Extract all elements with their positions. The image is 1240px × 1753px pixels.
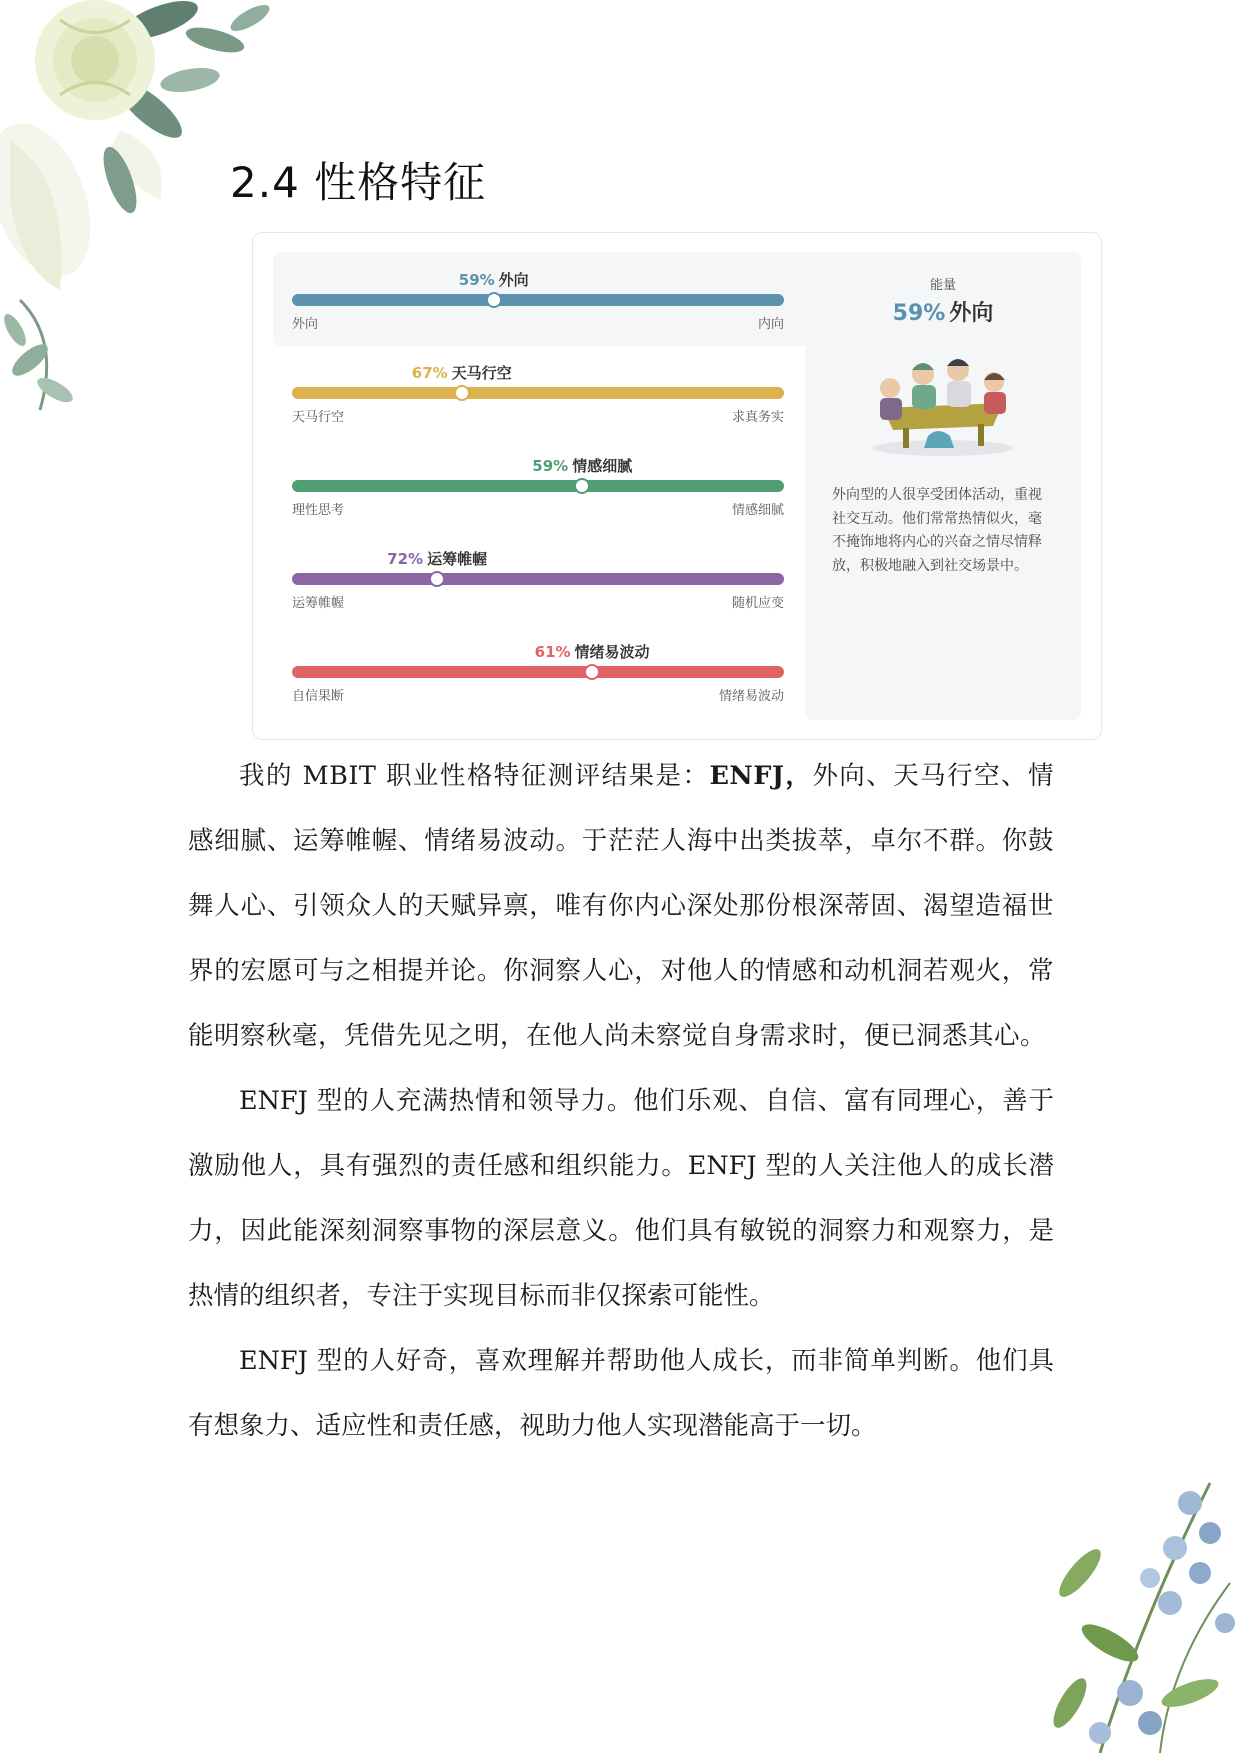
trait-name: 运筹帷幄 (427, 550, 488, 568)
trait-percent: 59% (532, 457, 569, 475)
trait-slider-knob (486, 292, 502, 308)
trait-right-pole: 求真务实 (731, 410, 784, 425)
trait-right-pole: 情感细腻 (731, 503, 784, 518)
paragraph-1 (188, 744, 1054, 1069)
trait-label (412, 362, 512, 383)
trait-row (292, 269, 784, 339)
paragraph-1-prefix: 我的 MBIT 职业性格特征测评结果是： (239, 761, 710, 791)
trait-percent: 61% (534, 643, 571, 661)
paragraph-2: ENFJ 型的人充满热情和领导力。他们乐观、自信、富有同理心，善于激励他人，具有强烈的责任感和组织能力。ENFJ 型的人关注他人的成长潜力，因此能深刻洞察事物的深层意义。他们具有敏锐的洞察力和观察力，是热情的组织者，专注于实现目标而非仅探索可能性。 (188, 1086, 1054, 1311)
trait-row (292, 548, 784, 618)
trait-slider-knob (584, 664, 600, 680)
trait-bar (292, 387, 784, 399)
trait-right-pole: 情绪易波动 (718, 689, 784, 704)
trait-bar (292, 294, 784, 306)
section-title: 2.4 性格特征 (230, 158, 487, 207)
trait-label (532, 455, 632, 476)
trait-name: 天马行空 (451, 364, 512, 382)
side-panel-description: 外向型的人很享受团体活动，重视社交互动。他们常常热情似火，毫不掩饰地将内心的兴奋之情尽情释放，积极地融入到社交场景中。 (832, 487, 1042, 574)
trait-bar (292, 666, 784, 678)
trait-label (387, 548, 487, 569)
floral-decoration-bottom-right-icon (1040, 1463, 1240, 1753)
trait-name: 情感细腻 (572, 457, 633, 475)
trait-bar (292, 480, 784, 492)
side-panel-result-label: 外向 (949, 301, 994, 326)
trait-row (292, 362, 784, 432)
paragraph-3: ENFJ 型的人好奇，喜欢理解并帮助他人成长，而非简单判断。他们具有想象力、适应性和责任感，视助力他人实现潜能高于一切。 (188, 1346, 1054, 1441)
trait-left-pole: 理性思考 (292, 503, 345, 518)
floral-decoration-top-left-icon (0, 0, 290, 420)
trait-percent: 72% (387, 550, 424, 568)
trait-label (459, 269, 529, 290)
trait-left-pole: 外向 (292, 317, 319, 332)
body-text (188, 744, 1054, 1459)
trait-label (535, 641, 650, 662)
trait-bar (292, 573, 784, 585)
trait-right-pole: 随机应变 (731, 596, 784, 611)
trait-name: 外向 (498, 271, 529, 289)
trait-row (292, 455, 784, 525)
trait-percent: 59% (458, 271, 495, 289)
trait-left-pole: 天马行空 (292, 410, 345, 425)
trait-right-pole: 内向 (757, 317, 784, 332)
side-panel-result (805, 296, 1081, 327)
side-panel-caption: 能量 (929, 278, 956, 293)
side-panel-result-pct: 59% (892, 301, 946, 326)
paragraph-1-type: ENFJ， (709, 761, 813, 791)
paragraph-1-rest: 外向、天马行空、情感细腻、运筹帷幄、情绪易波动。于茫茫人海中出类拔萃，卓尔不群。你鼓舞人心、引领众人的天赋异禀，唯有你内心深处那份根深蒂固、渴望造福世界的宏愿可与之相提并论。你洞察人心，对他人的情感和动机洞若观火，常能明察秋毫，凭借先见之明，在他人尚未察觉自身需求时，便已洞悉其心。 (188, 761, 1054, 1051)
trait-left-pole: 运筹帷幄 (292, 596, 345, 611)
trait-left-pole: 自信果断 (292, 689, 345, 704)
trait-row (292, 641, 784, 711)
group-people-illustration-icon (858, 348, 1028, 460)
trait-name: 情绪易波动 (574, 643, 650, 661)
trait-slider-knob (454, 385, 470, 401)
trait-percent: 67% (411, 364, 448, 382)
trait-slider-knob (429, 571, 445, 587)
